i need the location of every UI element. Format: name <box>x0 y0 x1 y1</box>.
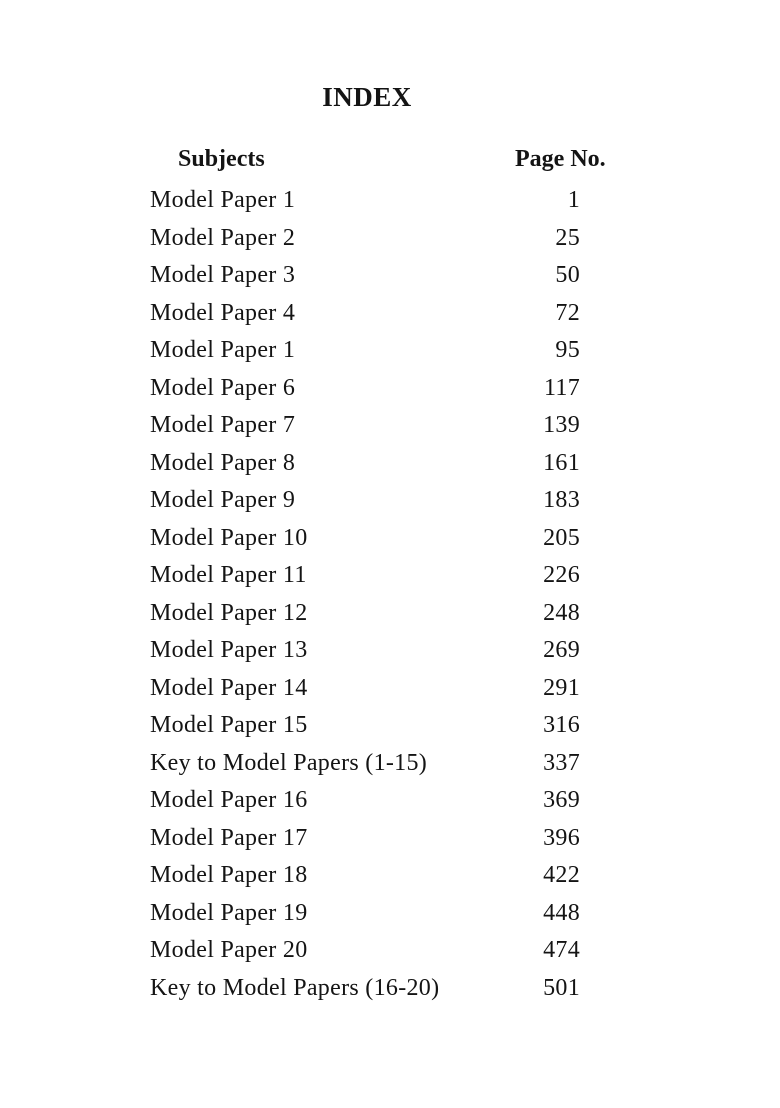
entry-subject: Model Paper 1 <box>150 187 296 214</box>
entry-page-number: 269 <box>543 637 580 664</box>
entry-subject: Model Paper 6 <box>150 374 296 401</box>
entry-page-number: 501 <box>543 974 580 1001</box>
index-entry <box>150 520 580 558</box>
entry-page-number: 422 <box>543 862 580 889</box>
index-entry <box>150 257 580 295</box>
index-entry <box>150 332 580 370</box>
index-entry <box>150 370 580 408</box>
entry-page-number: 117 <box>543 374 580 401</box>
index-entry <box>150 595 580 633</box>
entry-page-number: 25 <box>555 224 580 251</box>
index-entry <box>150 670 580 708</box>
entry-page-number: 50 <box>555 262 580 289</box>
entry-page-number: 448 <box>543 899 580 926</box>
entry-subject: Model Paper 13 <box>150 637 308 664</box>
entry-page-number: 248 <box>543 599 580 626</box>
entry-subject: Model Paper 19 <box>150 899 308 926</box>
index-entry <box>150 445 580 483</box>
entry-page-number: 337 <box>543 749 580 776</box>
entry-subject: Model Paper 15 <box>150 712 308 739</box>
index-entry <box>150 295 580 333</box>
entry-subject: Model Paper 1 <box>150 337 296 364</box>
entry-page-number: 183 <box>543 487 580 514</box>
entry-subject: Model Paper 12 <box>150 599 308 626</box>
entry-subject: Model Paper 2 <box>150 224 296 251</box>
index-entry <box>150 220 580 258</box>
entry-page-number: 396 <box>543 824 580 851</box>
index-entry <box>150 745 580 783</box>
entry-subject: Model Paper 17 <box>150 824 308 851</box>
entry-subject: Key to Model Papers (1-15) <box>150 749 428 776</box>
entry-page-number: 316 <box>543 712 580 739</box>
index-entry <box>150 632 580 670</box>
index-entry <box>150 557 580 595</box>
entry-subject: Model Paper 10 <box>150 524 308 551</box>
entry-subject: Model Paper 9 <box>150 487 296 514</box>
index-entry <box>150 482 580 520</box>
entry-subject: Model Paper 14 <box>150 674 308 701</box>
page-no-header: Page No. <box>515 146 606 172</box>
entry-page-number: 369 <box>543 787 580 814</box>
entry-page-number: 226 <box>543 562 580 589</box>
entry-page-number: 72 <box>555 299 580 326</box>
entry-subject: Model Paper 18 <box>150 862 308 889</box>
entry-page-number: 291 <box>543 674 580 701</box>
index-entry <box>150 932 580 970</box>
entry-subject: Model Paper 11 <box>150 562 307 589</box>
entry-subject: Model Paper 3 <box>150 262 296 289</box>
entry-subject: Model Paper 4 <box>150 299 296 326</box>
index-entry <box>150 970 580 1008</box>
entry-subject: Model Paper 8 <box>150 449 296 476</box>
entry-page-number: 205 <box>543 524 580 551</box>
subjects-header: Subjects <box>178 146 265 172</box>
index-entry <box>150 857 580 895</box>
index-entry <box>150 895 580 933</box>
index-list <box>150 182 580 1007</box>
entry-page-number: 1 <box>567 187 580 214</box>
entry-page-number: 161 <box>543 449 580 476</box>
entry-page-number: 474 <box>543 937 580 964</box>
entry-subject: Model Paper 20 <box>150 937 308 964</box>
page-title: INDEX <box>322 82 412 112</box>
index-entry <box>150 707 580 745</box>
index-entry <box>150 820 580 858</box>
entry-subject: Model Paper 7 <box>150 412 296 439</box>
entry-subject: Model Paper 16 <box>150 787 308 814</box>
entry-subject: Key to Model Papers (16-20) <box>150 974 440 1001</box>
index-entry <box>150 407 580 445</box>
entry-page-number: 139 <box>543 412 580 439</box>
index-entry <box>150 182 580 220</box>
entry-page-number: 95 <box>555 337 580 364</box>
index-entry <box>150 782 580 820</box>
